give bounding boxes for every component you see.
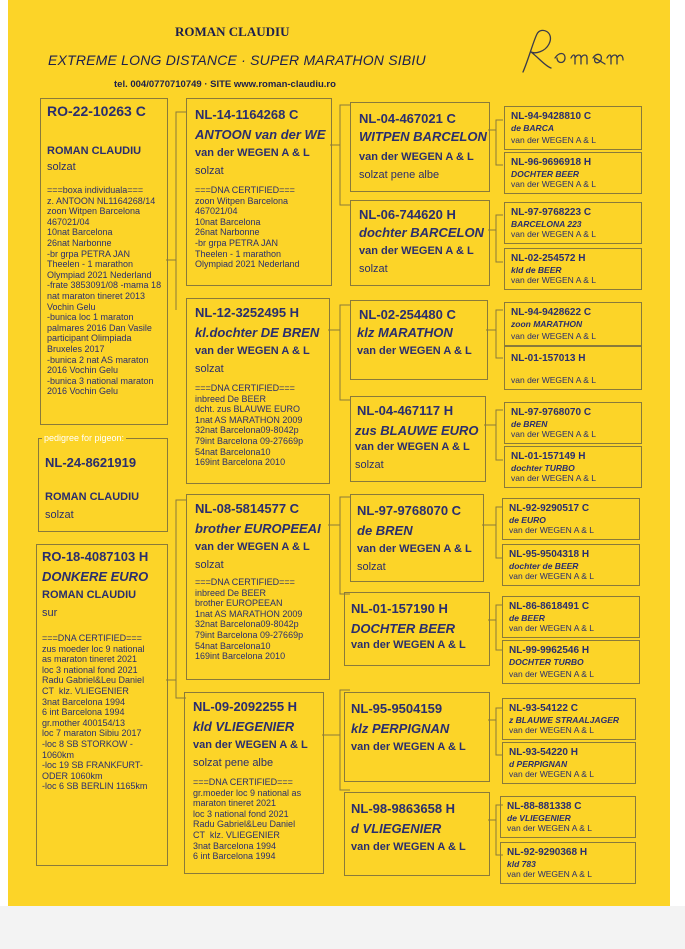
pigeon-name: kld VLIEGENIER xyxy=(193,719,295,734)
breeder-title: ROMAN CLAUDIU xyxy=(175,24,290,39)
owner-name: van der WEGEN A & L xyxy=(511,275,597,285)
owner-name: van der WEGEN A & L xyxy=(509,769,595,779)
owner-name: van der WEGEN A & L xyxy=(351,841,466,853)
pigeon-notes: ===DNA CERTIFIED=== zoon Witpen Barcelona 467021/04 10nat Barcelona 26nat Narbonne -br grpa PETRA JAN Theelen - 1 marathon Olympiad 2021 Nederland xyxy=(195,185,300,270)
pigeon-name: dochter de BEER xyxy=(509,561,579,571)
pigeon-name: de BREN xyxy=(357,523,413,538)
pigeon-name: dochter TURBO xyxy=(511,463,575,473)
grandparent-box xyxy=(344,692,490,782)
great-grandparent-box xyxy=(502,498,640,540)
great-grandparent-box xyxy=(504,346,642,390)
owner-name: ROMAN CLAUDIU xyxy=(42,589,137,601)
ring-number: NL-09-2092255 H xyxy=(193,699,298,714)
pigeon-name: kld 783 xyxy=(507,859,536,869)
owner-name: van der WEGEN A & L xyxy=(511,229,597,239)
ring-number: NL-86-8618491 C xyxy=(509,601,590,612)
pigeon-name: BARCELONA 223 xyxy=(511,219,582,229)
ring-number: NL-94-9428810 C xyxy=(511,111,592,122)
owner-name: van der WEGEN A & L xyxy=(511,429,597,439)
color-description: solzat xyxy=(359,263,388,275)
grandparent-box xyxy=(350,102,490,192)
great-grandparent-box xyxy=(500,796,636,838)
grandparent-box xyxy=(350,494,484,582)
grandparent-box xyxy=(344,792,490,876)
owner-name: van der WEGEN A & L xyxy=(509,525,595,535)
ring-number: NL-95-9504318 H xyxy=(509,549,590,560)
parent-box xyxy=(186,98,332,286)
ring-number: NL-96-9696918 H xyxy=(511,157,592,168)
color-description: solzat xyxy=(357,561,386,573)
ring-number: NL-99-9962546 H xyxy=(509,645,590,656)
pigeon-name: dochter BARCELON xyxy=(359,225,484,240)
great-grandparent-box xyxy=(502,698,636,740)
owner-name: van der WEGEN A & L xyxy=(195,147,310,159)
pigeon-name: DONKERE EURO xyxy=(42,569,149,584)
pigeon-notes: ===DNA CERTIFIED=== gr.moeder loc 9 national as maraton tineret 2021 loc 3 national fond 2021 Radu Gabriel&Leu Daniel CT klz. VLIEGENIER 3nat Barcelona 1994 6 int Barcelona 1994 xyxy=(193,777,302,862)
ring-number: NL-08-5814577 C xyxy=(195,501,300,516)
owner-name: van der WEGEN A & L xyxy=(507,869,593,879)
owner-name: van der WEGEN A & L xyxy=(509,571,595,581)
color-description: solzat xyxy=(45,509,74,521)
pigeon-name: d PERPIGNAN xyxy=(509,759,568,769)
owner-name: van der WEGEN A & L xyxy=(507,823,593,833)
owner-name: van der WEGEN A & L xyxy=(509,623,595,633)
owner-name: ROMAN CLAUDIU xyxy=(45,491,140,503)
grandparent-box xyxy=(350,300,488,380)
great-grandparent-box xyxy=(502,742,636,784)
grandparent-box xyxy=(350,396,486,482)
pigeon-name: DOCHTER BEER xyxy=(511,169,580,179)
ring-number: NL-92-9290368 H xyxy=(507,847,588,858)
owner-name: van der WEGEN A & L xyxy=(357,543,472,555)
owner-name: van der WEGEN A & L xyxy=(511,135,597,145)
owner-name: van der WEGEN A & L xyxy=(359,245,474,257)
great-grandparent-box xyxy=(504,106,642,150)
ring-number: NL-12-3252495 H xyxy=(195,305,300,320)
ring-number: NL-95-9504159 xyxy=(351,701,443,716)
great-grandparent-box xyxy=(504,302,642,346)
owner-name: van der WEGEN A & L xyxy=(511,331,597,341)
pigeon-notes: ===DNA CERTIFIED=== inbreed De BEER brother EUROPEEAN 1nat AS MARATHON 2009 32nat Barcelona09-8042p 79int Barcelona 09-27669p 54nat Barcelona10 169int Barcelona 2010 xyxy=(195,577,304,662)
great-grandparent-box xyxy=(502,596,640,638)
ring-number: NL-01-157149 H xyxy=(511,451,586,462)
pigeon-name: kl.dochter DE BREN xyxy=(195,325,320,340)
ring-number: NL-94-9428622 C xyxy=(511,307,592,318)
great-grandparent-box xyxy=(502,640,640,684)
ring-number: NL-01-157013 H xyxy=(511,353,586,364)
owner-name: van der WEGEN A & L xyxy=(351,639,466,651)
owner-name: van der WEGEN A & L xyxy=(355,441,470,453)
ring-number: NL-97-9768223 C xyxy=(511,207,592,218)
grandparent-box xyxy=(344,592,490,666)
parent-box xyxy=(186,298,330,484)
grandparent-box xyxy=(350,200,490,286)
ring-number: NL-01-157190 H xyxy=(351,601,448,616)
ring-number: NL-02-254480 C xyxy=(359,307,456,322)
owner-name: van der WEGEN A & L xyxy=(509,669,595,679)
owner-name: van der WEGEN A & L xyxy=(511,473,597,483)
pigeon-name: de BEER xyxy=(509,613,545,623)
color-description: solzat xyxy=(355,459,384,471)
ring-number: NL-06-744620 H xyxy=(359,207,456,222)
color-description: solzat pene albe xyxy=(193,757,274,769)
great-grandparent-box xyxy=(502,544,640,586)
ring-number: NL-97-9768070 C xyxy=(511,407,592,418)
pigeon-name: de EURO xyxy=(509,515,546,525)
header-subtitle: EXTREME LONG DISTANCE · SUPER MARATHON SIBIU xyxy=(48,52,426,68)
pigeon-name: WITPEN BARCELON xyxy=(359,129,487,144)
parent-box xyxy=(184,692,324,874)
pigeon-name: brother EUROPEEAI xyxy=(195,521,321,536)
great-grandparent-box xyxy=(504,402,642,444)
color-description: solzat xyxy=(47,161,76,173)
ring-number: NL-93-54220 H xyxy=(509,747,578,758)
ring-number: RO-18-4087103 H xyxy=(42,549,149,564)
ring-number: NL-88-881338 C xyxy=(507,801,582,812)
ring-number: RO-22-10263 C xyxy=(47,103,146,119)
ring-number: NL-04-467117 H xyxy=(357,403,454,418)
pedigree-pigeon-box xyxy=(38,438,168,532)
header-contact: tel. 004/0770710749 · SITE www.roman-claudiu.ro xyxy=(114,79,336,90)
pigeon-notes: ===DNA CERTIFIED=== zus moeder loc 9 national as maraton tineret 2021 loc 3 national fond 2021 Radu Gabriel&Leu Daniel CT klz. VLIEGENIER 3nat Barcelona 1994 6 int Barcelona 1994 gr.mother 400154/13 loc 7 maraton Sibiu 2017 -loc 8 SB STORKOW - 1060km -loc 19 SB FRANKFURT- ODER 1060km -loc 6 SB BERLIN 1165km xyxy=(42,633,148,792)
pigeon-name: de BREN xyxy=(511,419,548,429)
pigeon-name: klz MARATHON xyxy=(357,325,453,340)
pigeon-name: ANTOON van der WE xyxy=(195,127,326,142)
subject-pigeon-box xyxy=(40,98,168,425)
pigeon-name: d VLIEGENIER xyxy=(351,821,442,836)
owner-name: van der WEGEN A & L xyxy=(357,345,472,357)
owner-name: van der WEGEN A & L xyxy=(511,179,597,189)
ring-number: NL-04-467021 C xyxy=(359,111,456,126)
pigeon-name: DOCHTER BEER xyxy=(351,621,456,636)
owner-name: van der WEGEN A & L xyxy=(509,725,595,735)
owner-name: van der WEGEN A & L xyxy=(195,345,310,357)
great-grandparent-box xyxy=(504,446,642,488)
owner-name: van der WEGEN A & L xyxy=(351,741,466,753)
dam-box xyxy=(36,544,168,866)
ring-number: NL-02-254572 H xyxy=(511,253,586,264)
pigeon-name: z BLAUWE STRAALJAGER xyxy=(509,715,620,725)
great-grandparent-box xyxy=(504,152,642,194)
color-description: sur xyxy=(42,607,58,619)
owner-name: van der WEGEN A & L xyxy=(511,375,597,385)
owner-name: van der WEGEN A & L xyxy=(195,541,310,553)
ring-number: NL-14-1164268 C xyxy=(195,107,299,122)
color-description: solzat xyxy=(195,559,224,571)
owner-name: van der WEGEN A & L xyxy=(359,151,474,163)
pigeon-notes: ===boxa individuala=== z. ANTOON NL1164268/14 zoon Witpen Barcelona 467021/04 10nat Barcelona 26nat Narbonne -br grpa PETRA JAN Theelen - 1 marathon Olympiad 2021 Nederland -frate 3853091/08 -mama 18 nat maraton tineret 2013 Vochin Gelu -bunica loc 1 maraton palmares 2016 Dan Vasile participant Olimpiada Bruxeles 2017 -bunica 2 nat AS maraton 2016 Vochin Gelu -bunica 3 national maraton 2016 Vochin Gelu xyxy=(47,185,162,397)
color-description: solzat xyxy=(195,165,224,177)
ring-number: NL-97-9768070 C xyxy=(357,503,462,518)
pigeon-notes: ===DNA CERTIFIED=== inbreed De BEER dcht. zus BLAUWE EURO 1nat AS MARATHON 2009 32nat Barcelona09-8042p 79int Barcelona 09-27669p 54nat Barcelona10 169int Barcelona 2010 xyxy=(195,383,304,468)
pigeon-name: zus BLAUWE EURO xyxy=(355,423,479,438)
great-grandparent-box xyxy=(500,842,636,884)
ring-number: NL-98-9863658 H xyxy=(351,801,456,816)
pedigree-label: pedigree for pigeon: xyxy=(44,433,125,443)
parent-box xyxy=(186,494,330,680)
great-grandparent-box xyxy=(504,248,642,290)
pigeon-name: kld de BEER xyxy=(511,265,562,275)
pigeon-name: de VLIEGENIER xyxy=(507,813,571,823)
ring-number: NL-93-54122 C xyxy=(509,703,578,714)
ring-number: NL-24-8621919 xyxy=(45,455,137,470)
pigeon-name: de BARCA xyxy=(511,123,554,133)
pigeon-name: klz PERPIGNAN xyxy=(351,721,450,736)
ring-number: NL-92-9290517 C xyxy=(509,503,590,514)
great-grandparent-box xyxy=(504,202,642,244)
color-description: solzat xyxy=(195,363,224,375)
pigeon-name: zoon MARATHON xyxy=(511,319,583,329)
owner-name: ROMAN CLAUDIU xyxy=(47,145,142,157)
color-description: solzat pene albe xyxy=(359,169,440,181)
owner-name: van der WEGEN A & L xyxy=(193,739,308,751)
pigeon-name: DOCHTER TURBO xyxy=(509,657,584,667)
